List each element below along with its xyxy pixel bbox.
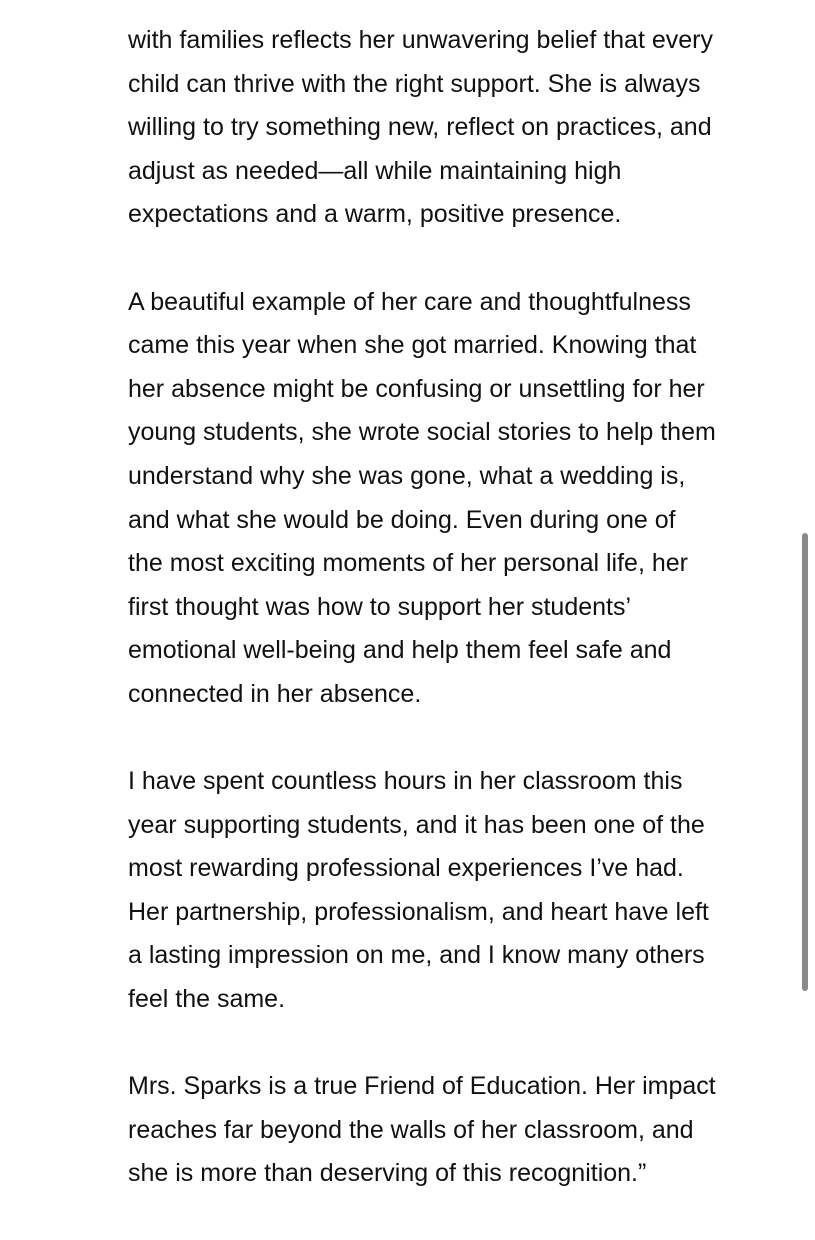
text-line: year supporting students, and it has been one of the	[128, 810, 705, 839]
text-line: reaches far beyond the walls of her classroom, and	[128, 1115, 694, 1144]
text-line: she is more than deserving of this recognition.”	[128, 1159, 647, 1188]
paragraph-2	[128, 281, 778, 717]
text-line: willing to try something new, reflect on practices, and	[128, 113, 712, 142]
text-line: first thought was how to support her students’	[128, 592, 632, 621]
text-line: a lasting impression on me, and I know many others	[128, 941, 705, 970]
text-line: I have spent countless hours in her classroom this	[128, 767, 683, 796]
text-line: the most exciting moments of her personal life, her	[128, 549, 688, 578]
text-line: Mrs. Sparks is a true Friend of Education. Her impact	[128, 1072, 716, 1101]
paragraph-1	[128, 19, 778, 237]
document-body	[128, 19, 778, 1240]
vertical-scrollbar-thumb[interactable]	[802, 533, 808, 991]
text-line: most rewarding professional experiences I’ve had.	[128, 854, 684, 883]
paragraph-4	[128, 1065, 778, 1196]
text-line: connected in her absence.	[128, 679, 422, 708]
text-line: her absence might be confusing or unsettling for her	[128, 374, 705, 403]
text-line: child can thrive with the right support. She is always	[128, 69, 701, 98]
text-line: with families reflects her unwavering belief that every	[128, 26, 713, 54]
text-line: came this year when she got married. Knowing that	[128, 331, 697, 360]
text-line: expectations and a warm, positive presence.	[128, 200, 622, 229]
text-line: and what she would be doing. Even during one of	[128, 505, 676, 534]
text-line: A beautiful example of her care and thoughtfulness	[128, 287, 691, 316]
text-line: Her partnership, professionalism, and heart have left	[128, 897, 709, 926]
text-line: understand why she was gone, what a wedding is,	[128, 461, 686, 490]
text-line: feel the same.	[128, 985, 286, 1014]
text-line: adjust as needed—all while maintaining high	[128, 156, 622, 185]
text-line: emotional well-being and help them feel safe and	[128, 636, 672, 665]
paragraph-3	[128, 760, 778, 1022]
text-line: young students, she wrote social stories to help them	[128, 418, 716, 447]
